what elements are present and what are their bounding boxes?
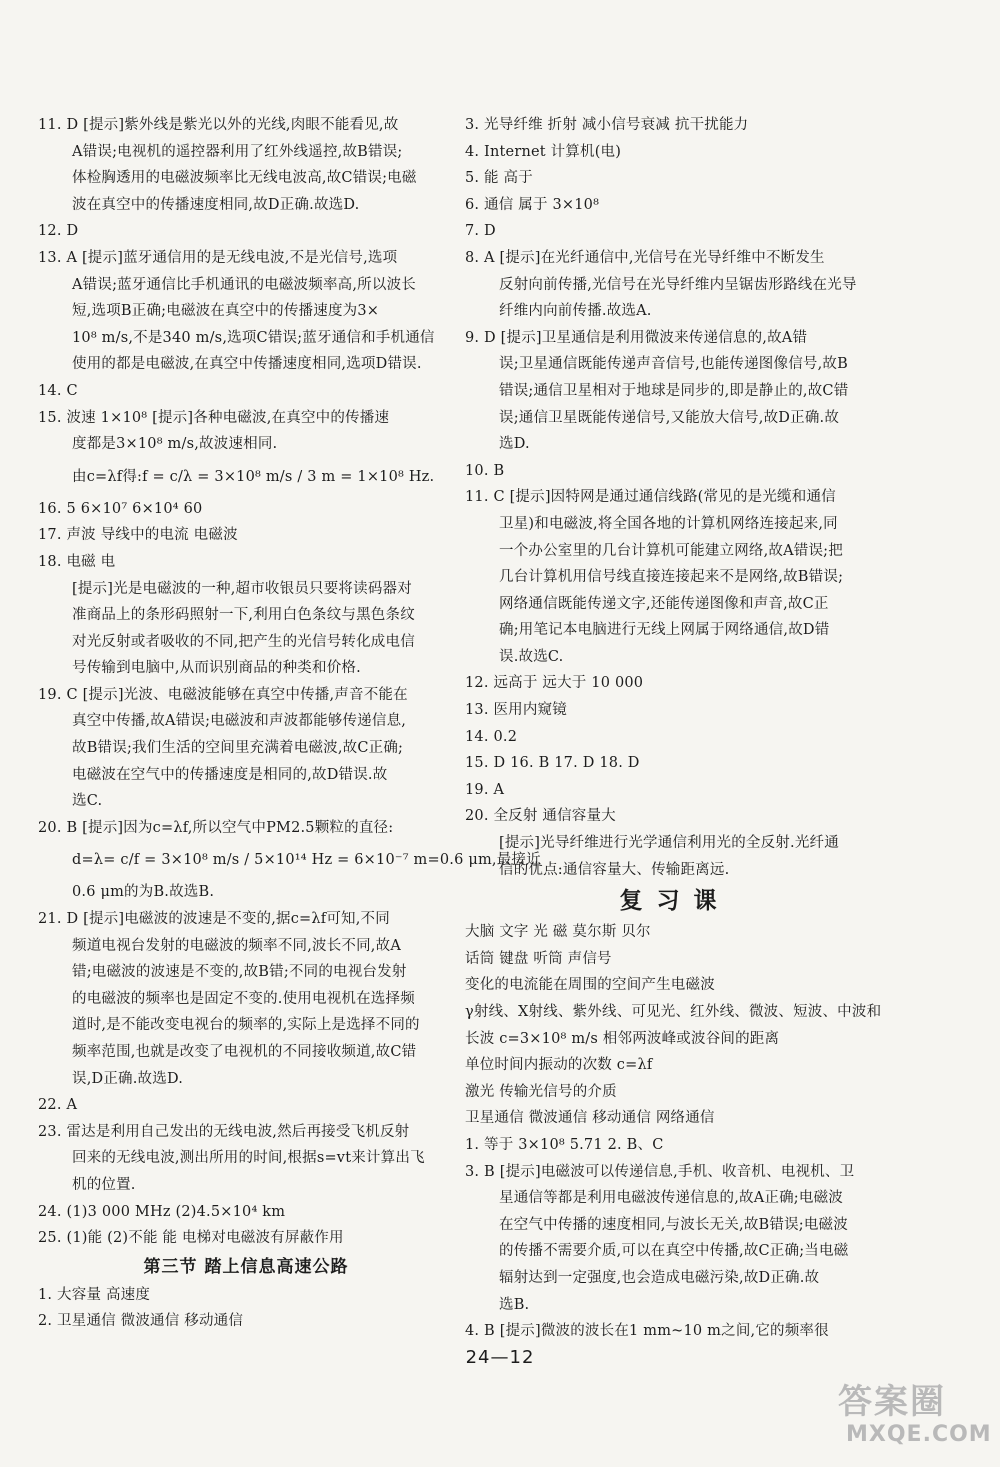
- answer-line: 2. 卫星通信 微波通信 移动通信: [38, 1313, 244, 1330]
- answer-line: 对光反射或者吸收的不同,把产生的光信号转化成电信: [72, 633, 415, 650]
- answer-line: 13. A [提示]蓝牙通信用的是无线电波,不是光信号,选项: [38, 249, 398, 266]
- answer-line: 话筒 键盘 听筒 声信号: [465, 950, 612, 967]
- answer-line: 4. Internet 计算机(电): [465, 143, 622, 160]
- answer-line: 22. A: [38, 1097, 78, 1114]
- answer-line: 号传输到电脑中,从而识别商品的种类和价格.: [72, 660, 361, 677]
- answer-line: 13. 医用内窥镜: [465, 702, 567, 719]
- answer-line: 5. 能 高于: [465, 170, 533, 187]
- answer-line: 错误;通信卫星相对于地球是同步的,即是静止的,故C错: [499, 382, 849, 399]
- answer-line: 单位时间内振动的次数 c=λf: [465, 1057, 653, 1074]
- answer-line: 16. 5 6×10⁷ 6×10⁴ 60: [38, 500, 203, 517]
- answer-line: 大脑 文字 光 磁 莫尔斯 贝尔: [465, 924, 651, 941]
- answer-line: 误;通信卫星既能传递信号,又能放大信号,故D正确.故: [499, 409, 840, 426]
- answer-line: 10. B: [465, 462, 505, 479]
- watermark-logo: [838, 1382, 992, 1460]
- answer-line: 回来的无线电波,测出所用的时间,根据s=vt来计算出飞: [72, 1150, 425, 1167]
- answer-line: 20. B [提示]因为c=λf,所以空气中PM2.5颗粒的直径:: [38, 819, 394, 836]
- answer-line: 准商品上的条形码照射一下,利用白色条纹与黑色条纹: [72, 607, 415, 624]
- answer-line: 短,选项B正确;电磁波在真空中的传播速度为3×: [72, 303, 380, 320]
- answer-line: 误,D正确.故选D.: [72, 1070, 184, 1087]
- answer-line: 15. D 16. B 17. D 18. D: [465, 755, 640, 772]
- answer-line: 一个办公室里的几台计算机可能建立网络,故A错误;把: [499, 542, 843, 559]
- answer-line: 3. B [提示]电磁波可以传递信息,手机、收音机、电视机、卫: [465, 1163, 855, 1180]
- answer-line: 8. A [提示]在光纤通信中,光信号在光导纤维中不断发生: [465, 249, 825, 266]
- answer-line: 12. D: [38, 223, 79, 240]
- answer-line: γ射线、X射线、紫外线、可见光、红外线、微波、短波、中波和: [465, 1004, 882, 1020]
- section-heading: 第三节 踏上信息高速公路: [143, 1256, 349, 1277]
- right-column: [465, 112, 885, 1345]
- answer-line: 24. (1)3 000 MHz (2)4.5×10⁴ km: [38, 1203, 286, 1220]
- answer-line: 4. B [提示]微波的波长在1 mm~10 m之间,它的频率很: [465, 1323, 829, 1340]
- answer-line: 14. C: [38, 382, 78, 399]
- answer-line: 1. 等于 3×10⁸ 5.71 2. B、C: [465, 1136, 664, 1153]
- answer-line: 14. 0.2: [465, 728, 518, 745]
- answer-line: 7. D: [465, 223, 496, 240]
- answer-line: A错误;电视机的遥控器利用了红外线遥控,故B错误;: [72, 143, 403, 160]
- answer-line: 错;电磁波的波速是不变的,故B错;不同的电视台发射: [72, 964, 407, 981]
- answer-line: 辐射达到一定强度,也会造成电磁污染,故D正确.故: [499, 1269, 820, 1286]
- page-number: 24—12: [465, 1347, 535, 1368]
- answer-line: 频率范围,也就是改变了电视机的不同接收频道,故C错: [72, 1044, 417, 1060]
- answer-line: 23. 雷达是利用自己发出的无线电波,然后再接受飞机反射: [38, 1123, 410, 1140]
- answer-line: [提示]光导纤维进行光学通信利用光的全反射.光纤通: [499, 835, 839, 852]
- answer-line: 纤维内向前传播.故选A.: [499, 303, 652, 320]
- answer-line: 故B错误;我们生活的空间里充满着电磁波,故C正确;: [72, 740, 404, 757]
- answer-line: 度都是3×10⁸ m/s,故波速相同.: [72, 436, 278, 453]
- answer-line: 18. 电磁 电: [38, 553, 116, 570]
- answer-line: 网络通信既能传递文字,还能传递图像和声音,故C正: [499, 595, 829, 612]
- answer-line: 11. D [提示]紫外线是紫光以外的光线,肉眼不能看见,故: [38, 117, 399, 133]
- answer-line: 电磁波在空气中的传播速度是相同的,故D错误.故: [72, 766, 388, 783]
- answer-line: 体检胸透用的电磁波频率比无线电波高,故C错误;电磁: [72, 170, 417, 187]
- answer-line: 选C.: [72, 793, 103, 810]
- answer-line: [提示]光是电磁波的一种,超市收银员只要将读码器对: [72, 580, 412, 597]
- answer-line: 在空气中传播的速度相同,与波长无关,故B错误;电磁波: [499, 1216, 848, 1233]
- answer-line: 卫星通信 微波通信 移动通信 网络通信: [465, 1110, 715, 1127]
- answer-line: 确;用笔记本电脑进行无线上网属于网络通信,故D错: [499, 622, 830, 639]
- answer-line: 11. C [提示]因特网是通过通信线路(常见的是光缆和通信: [465, 489, 836, 506]
- answer-line: A错误;蓝牙通信比手机通讯的电磁波频率高,所以波长: [72, 276, 416, 293]
- answer-line: 星通信等都是利用电磁波传递信息的,故A正确;电磁波: [499, 1190, 843, 1207]
- answer-line: 反射向前传播,光信号在光导纤维内呈锯齿形路线在光导: [499, 276, 857, 293]
- answer-line: d=λ= c/f = 3×10⁸ m/s / 5×10¹⁴ Hz = 6×10⁻⁷ m=0.6 μm,最接近: [72, 852, 541, 869]
- answer-line: 6. 通信 属于 3×10⁸: [465, 196, 600, 213]
- answer-line: 长波 c=3×10⁸ m/s 相邻两波峰或波谷间的距离: [465, 1030, 780, 1047]
- answer-line: 道时,是不能改变电视台的频率的,实际上是选择不同的: [72, 1017, 420, 1034]
- answer-line: 卫星)和电磁波,将全国各地的计算机网络连接起来,同: [499, 515, 838, 532]
- answer-line: 9. D [提示]卫星通信是利用微波来传递信息的,故A错: [465, 329, 808, 346]
- answer-line: 12. 远高于 远大于 10 000: [465, 675, 644, 692]
- answer-line: 波在真空中的传播速度相同,故D正确.故选D.: [72, 196, 360, 213]
- answer-line: 19. C [提示]光波、电磁波能够在真空中传播,声音不能在: [38, 686, 408, 703]
- answer-line: 21. D [提示]电磁波的波速是不变的,据c=λf可知,不同: [38, 911, 390, 928]
- answer-line: 误;卫星通信既能传递声音信号,也能传递图像信号,故B: [499, 356, 848, 373]
- answer-line: 17. 声波 导线中的电流 电磁波: [38, 527, 238, 544]
- answer-line: 选B.: [499, 1296, 530, 1313]
- answer-line: 20. 全反射 通信容量大: [465, 808, 616, 825]
- answer-line: 频道电视台发射的电磁波的频率不同,波长不同,故A: [72, 937, 401, 954]
- watermark-bottom-text: MXQE.COM: [846, 1422, 992, 1447]
- answer-line: 激光 传输光信号的介质: [465, 1083, 617, 1100]
- answer-line: 由c=λf得:f = c/λ = 3×10⁸ m/s / 3 m = 1×10⁸ Hz.: [72, 468, 435, 485]
- answer-line: 15. 波速 1×10⁸ [提示]各种电磁波,在真空中的传播速: [38, 409, 390, 426]
- answer-line: 变化的电流能在周围的空间产生电磁波: [465, 977, 715, 994]
- answer-line: 选D.: [499, 436, 530, 453]
- answer-line: 3. 光导纤维 折射 减小信号衰减 抗干扰能力: [465, 117, 749, 133]
- watermark-top-text: 答案圈: [838, 1382, 946, 1422]
- answer-line: 几台计算机用信号线直接连接起来不是网络,故B错误;: [499, 569, 844, 586]
- answer-line: 误.故选C.: [499, 648, 564, 665]
- answer-line: 的电磁波的频率也是固定不变的.使用电视机在选择频: [72, 990, 415, 1007]
- answer-line: 的传播不需要介质,可以在真空中传播,故C正确;当电磁: [499, 1243, 849, 1260]
- answer-line: 使用的都是电磁波,在真空中传播速度相同,选项D错误.: [72, 356, 422, 373]
- answer-line: 0.6 μm的为B.故选B.: [72, 884, 215, 901]
- answer-line: 25. (1)能 (2)不能 能 电梯对电磁波有屏蔽作用: [38, 1230, 344, 1247]
- answer-line: 10⁸ m/s,不是340 m/s,选项C错误;蓝牙通信和手机通信: [72, 329, 435, 346]
- answer-line: 1. 大容量 高速度: [38, 1286, 151, 1303]
- section-heading: 复习课: [619, 888, 731, 915]
- answer-line: 信的优点:通信容量大、传输距离远.: [499, 861, 730, 878]
- answer-line: 真空中传播,故A错误;电磁波和声波都能够传递信息,: [72, 713, 407, 730]
- answer-line: 19. A: [465, 781, 505, 798]
- answer-line: 机的位置.: [72, 1176, 136, 1193]
